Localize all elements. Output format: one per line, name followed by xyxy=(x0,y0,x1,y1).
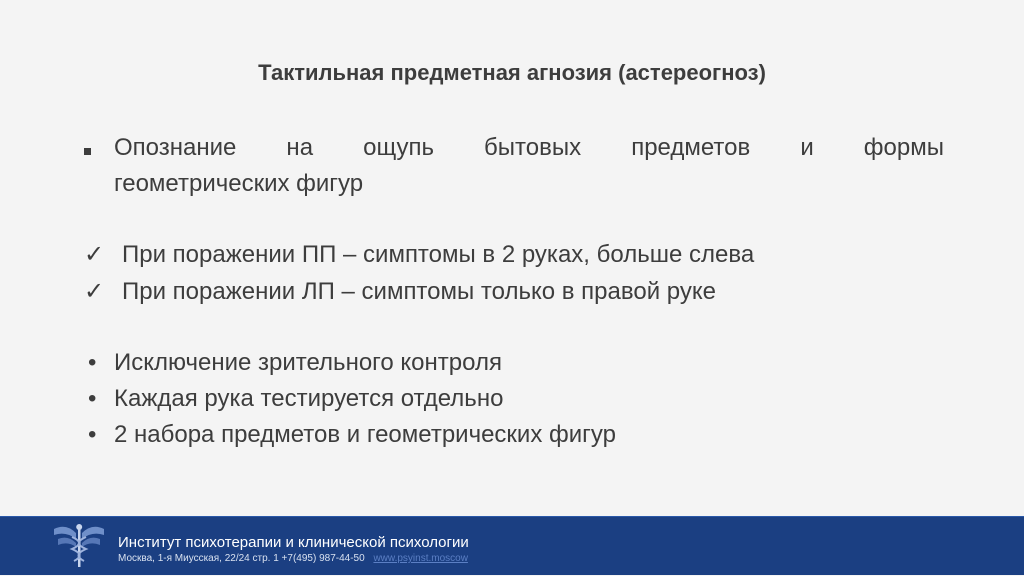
institute-name: Институт психотерапии и клинической психологии xyxy=(118,534,469,551)
institute-logo-icon xyxy=(50,521,108,571)
footer-bar xyxy=(0,516,1024,575)
checkmark-icon: ✓ xyxy=(84,241,105,268)
bullet-dot-icon: • xyxy=(88,421,97,448)
checkmark-icon: ✓ xyxy=(84,278,105,305)
website-link[interactable]: www.psyinst.moscow xyxy=(373,553,468,564)
slide-title: Тактильная предметная агнозия (астереогноз) xyxy=(258,60,766,85)
main-bullet-line2: геометрических фигур xyxy=(114,170,364,197)
main-bullet-line1: Опознание на ощупь бытовых предметов и формы xyxy=(114,134,944,161)
bullet-dot-icon: • xyxy=(88,385,97,412)
square-bullet-icon xyxy=(84,130,91,166)
list-item-text: Каждая рука тестируется отдельно xyxy=(114,385,504,412)
list-item-text: 2 набора предметов и геометрических фигур xyxy=(114,421,616,448)
check-item-text: При поражении ЛП – симптомы только в правой руке xyxy=(122,278,716,305)
list-item-text: Исключение зрительного контроля xyxy=(114,349,502,376)
check-item-text: При поражении ПП – симптомы в 2 руках, больше слева xyxy=(122,241,755,268)
address-text: Москва, 1-я Миусская, 22/24 стр. 1 +7(495) 987-44-50 xyxy=(118,553,365,564)
institute-address xyxy=(118,553,468,564)
bullet-dot-icon: • xyxy=(88,349,97,376)
